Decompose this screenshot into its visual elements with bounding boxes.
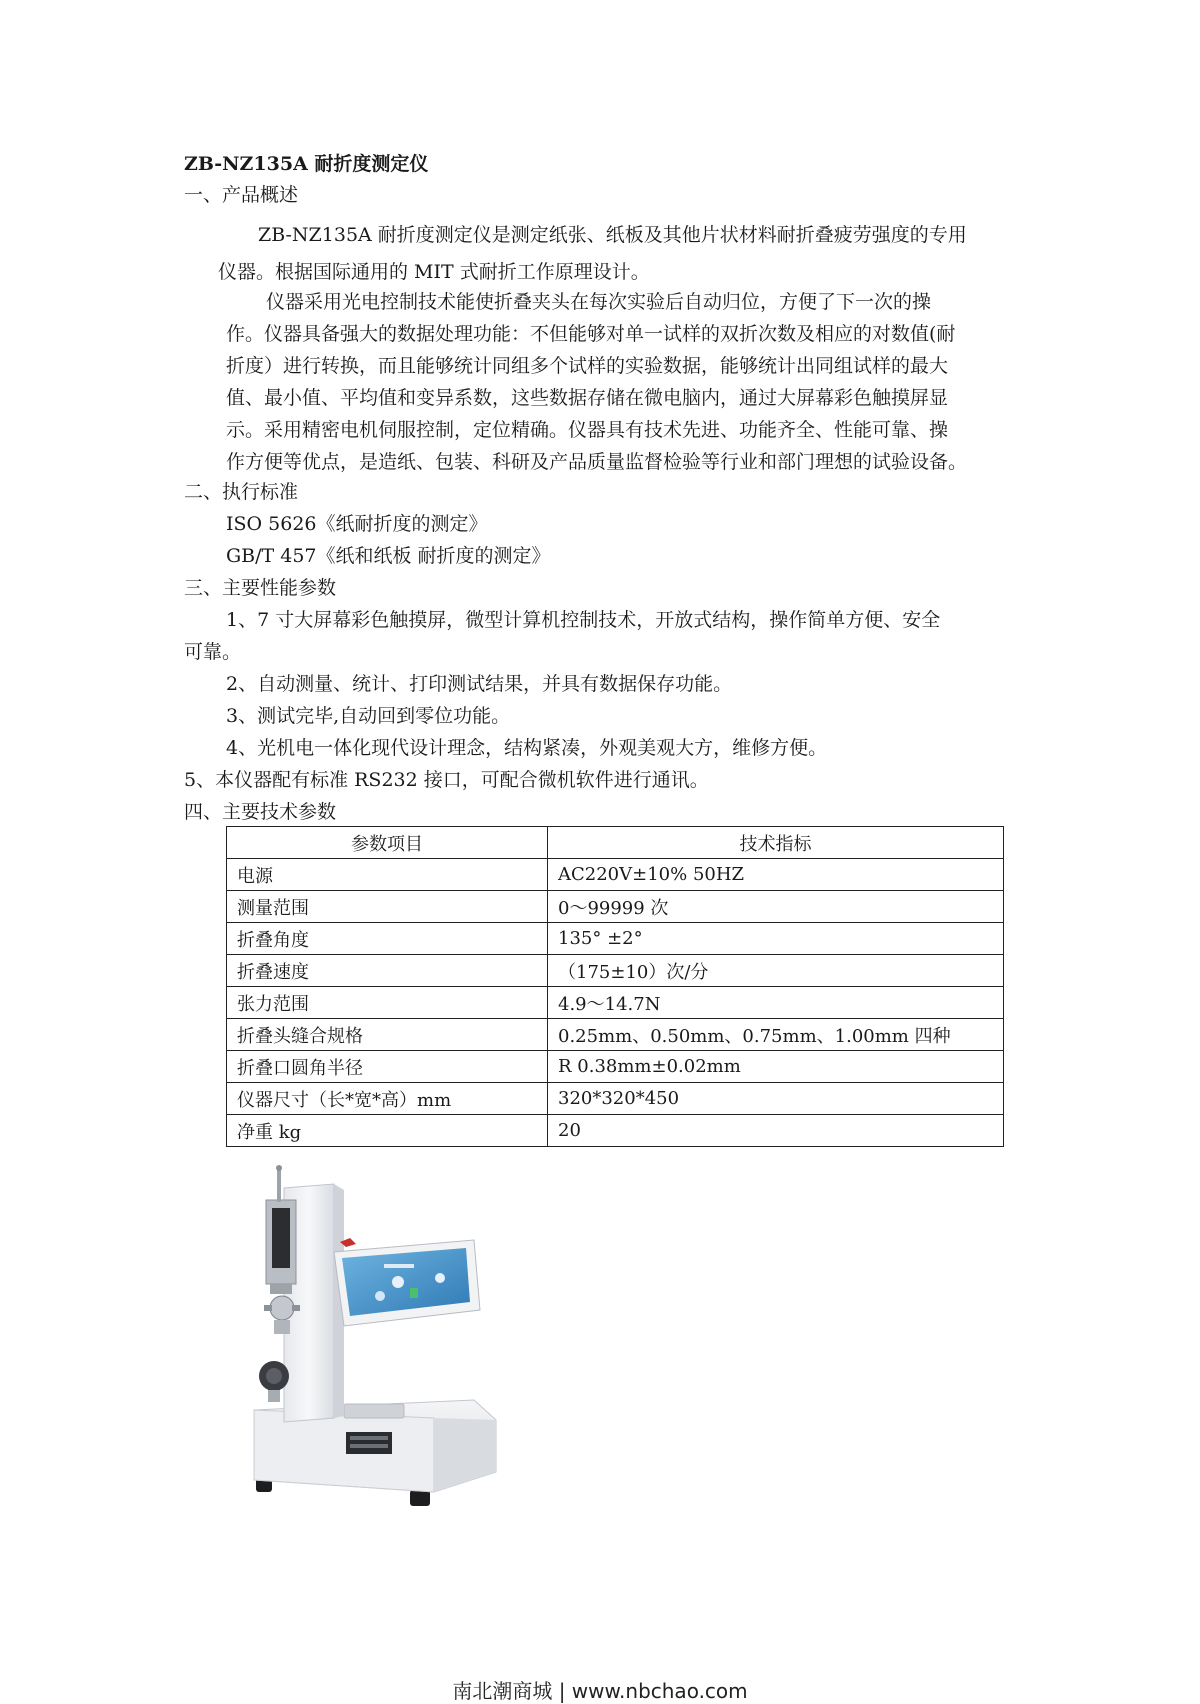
table-cell-param: 净重 kg (227, 1115, 548, 1147)
overview-para2-line: 示。采用精密电机伺服控制，定位精确。仪器具有技术先进、功能齐全、性能可靠、操 (226, 419, 949, 441)
table-cell-param: 测量范围 (227, 891, 548, 923)
overview-para1-line1: ZB-NZ135A 耐折度测定仪是测定纸张、纸板及其他片状材料耐折叠疲劳强度的专用 (258, 224, 967, 246)
table-row (227, 1115, 1004, 1147)
table-cell-value: 320*320*450 (548, 1083, 1004, 1115)
standard-item: ISO 5626《纸耐折度的测定》 (226, 513, 488, 535)
table-cell-param: 折叠角度 (227, 923, 548, 955)
table-row (227, 1051, 1004, 1083)
table-cell-param: 折叠头缝合规格 (227, 1019, 548, 1051)
overview-para1-line2: 仪器。根据国际通用的 MIT 式耐折工作原理设计。 (218, 261, 650, 283)
table-cell-value: 135° ±2° (548, 923, 1004, 955)
table-row (227, 891, 1004, 923)
table-cell-value: 0～99999 次 (548, 891, 1004, 923)
table-cell-value: （175±10）次/分 (548, 955, 1004, 987)
table-cell-param: 折叠速度 (227, 955, 548, 987)
overview-para2-line: 折度）进行转换，而且能够统计同组多个试样的实验数据，能够统计出同组试样的最大 (226, 355, 949, 377)
doc-title: ZB-NZ135A 耐折度测定仪 (184, 153, 429, 175)
table-row (227, 987, 1004, 1019)
overview-para2-line: 值、最小值、平均值和变异系数，这些数据存储在微电脑内，通过大屏幕彩色触摸屏显 (226, 387, 949, 409)
overview-para2-line: 作方便等优点，是造纸、包装、科研及产品质量监督检验等行业和部门理想的试验设备。 (226, 451, 968, 473)
table-row (227, 923, 1004, 955)
folding-tester-illustration (184, 1160, 548, 1528)
table-cell-param: 电源 (227, 859, 548, 891)
overview-para2-line: 作。仪器具备强大的数据处理功能：不但能够对单一试样的双折次数及相应的对数值(耐 (226, 323, 956, 345)
section-heading-overview: 一、产品概述 (184, 184, 299, 206)
performance-item2: 2、自动测量、统计、打印测试结果，并具有数据保存功能。 (226, 673, 733, 695)
overview-para2-line: 仪器采用光电控制技术能使折叠夹头在每次实验后自动归位，方便了下一次的操 (266, 291, 932, 313)
table-row (227, 1083, 1004, 1115)
performance-item1-line1: 1、7 寸大屏幕彩色触摸屏，微型计算机控制技术，开放式结构，操作简单方便、安全 (226, 609, 941, 631)
table-header-param: 参数项目 (227, 827, 548, 859)
table-row (227, 955, 1004, 987)
performance-item1-line2: 可靠。 (184, 641, 242, 663)
table-cell-param: 折叠口圆角半径 (227, 1051, 548, 1083)
product-photo (184, 1160, 548, 1528)
table-cell-value: R 0.38mm±0.02mm (548, 1051, 1004, 1083)
section-heading-performance: 三、主要性能参数 (184, 577, 337, 599)
standard-item: GB/T 457《纸和纸板 耐折度的测定》 (226, 545, 551, 567)
table-cell-value: AC220V±10% 50HZ (548, 859, 1004, 891)
table-header-value: 技术指标 (548, 827, 1004, 859)
table-row (227, 859, 1004, 891)
table-header-row (227, 827, 1004, 859)
spec-table (226, 826, 1004, 1147)
table-cell-value: 20 (548, 1115, 1004, 1147)
performance-item3: 3、测试完毕,自动回到零位功能。 (226, 705, 511, 727)
page-footer: 南北潮商城 | www.nbchao.com (452, 1679, 748, 1703)
table-cell-param: 仪器尺寸（长*宽*高）mm (227, 1083, 548, 1115)
table-cell-param: 张力范围 (227, 987, 548, 1019)
table-cell-value: 4.9～14.7N (548, 987, 1004, 1019)
performance-item4: 4、光机电一体化现代设计理念，结构紧凑，外观美观大方，维修方便。 (226, 737, 828, 759)
section-heading-specs: 四、主要技术参数 (184, 801, 337, 823)
table-cell-value: 0.25mm、0.50mm、0.75mm、1.00mm 四种 (548, 1019, 1004, 1051)
section-heading-standards: 二、执行标准 (184, 481, 299, 503)
overview-para2 (226, 286, 1026, 478)
performance-item5: 5、本仪器配有标准 RS232 接口，可配合微机软件进行通讯。 (184, 769, 709, 791)
table-row (227, 1019, 1004, 1051)
